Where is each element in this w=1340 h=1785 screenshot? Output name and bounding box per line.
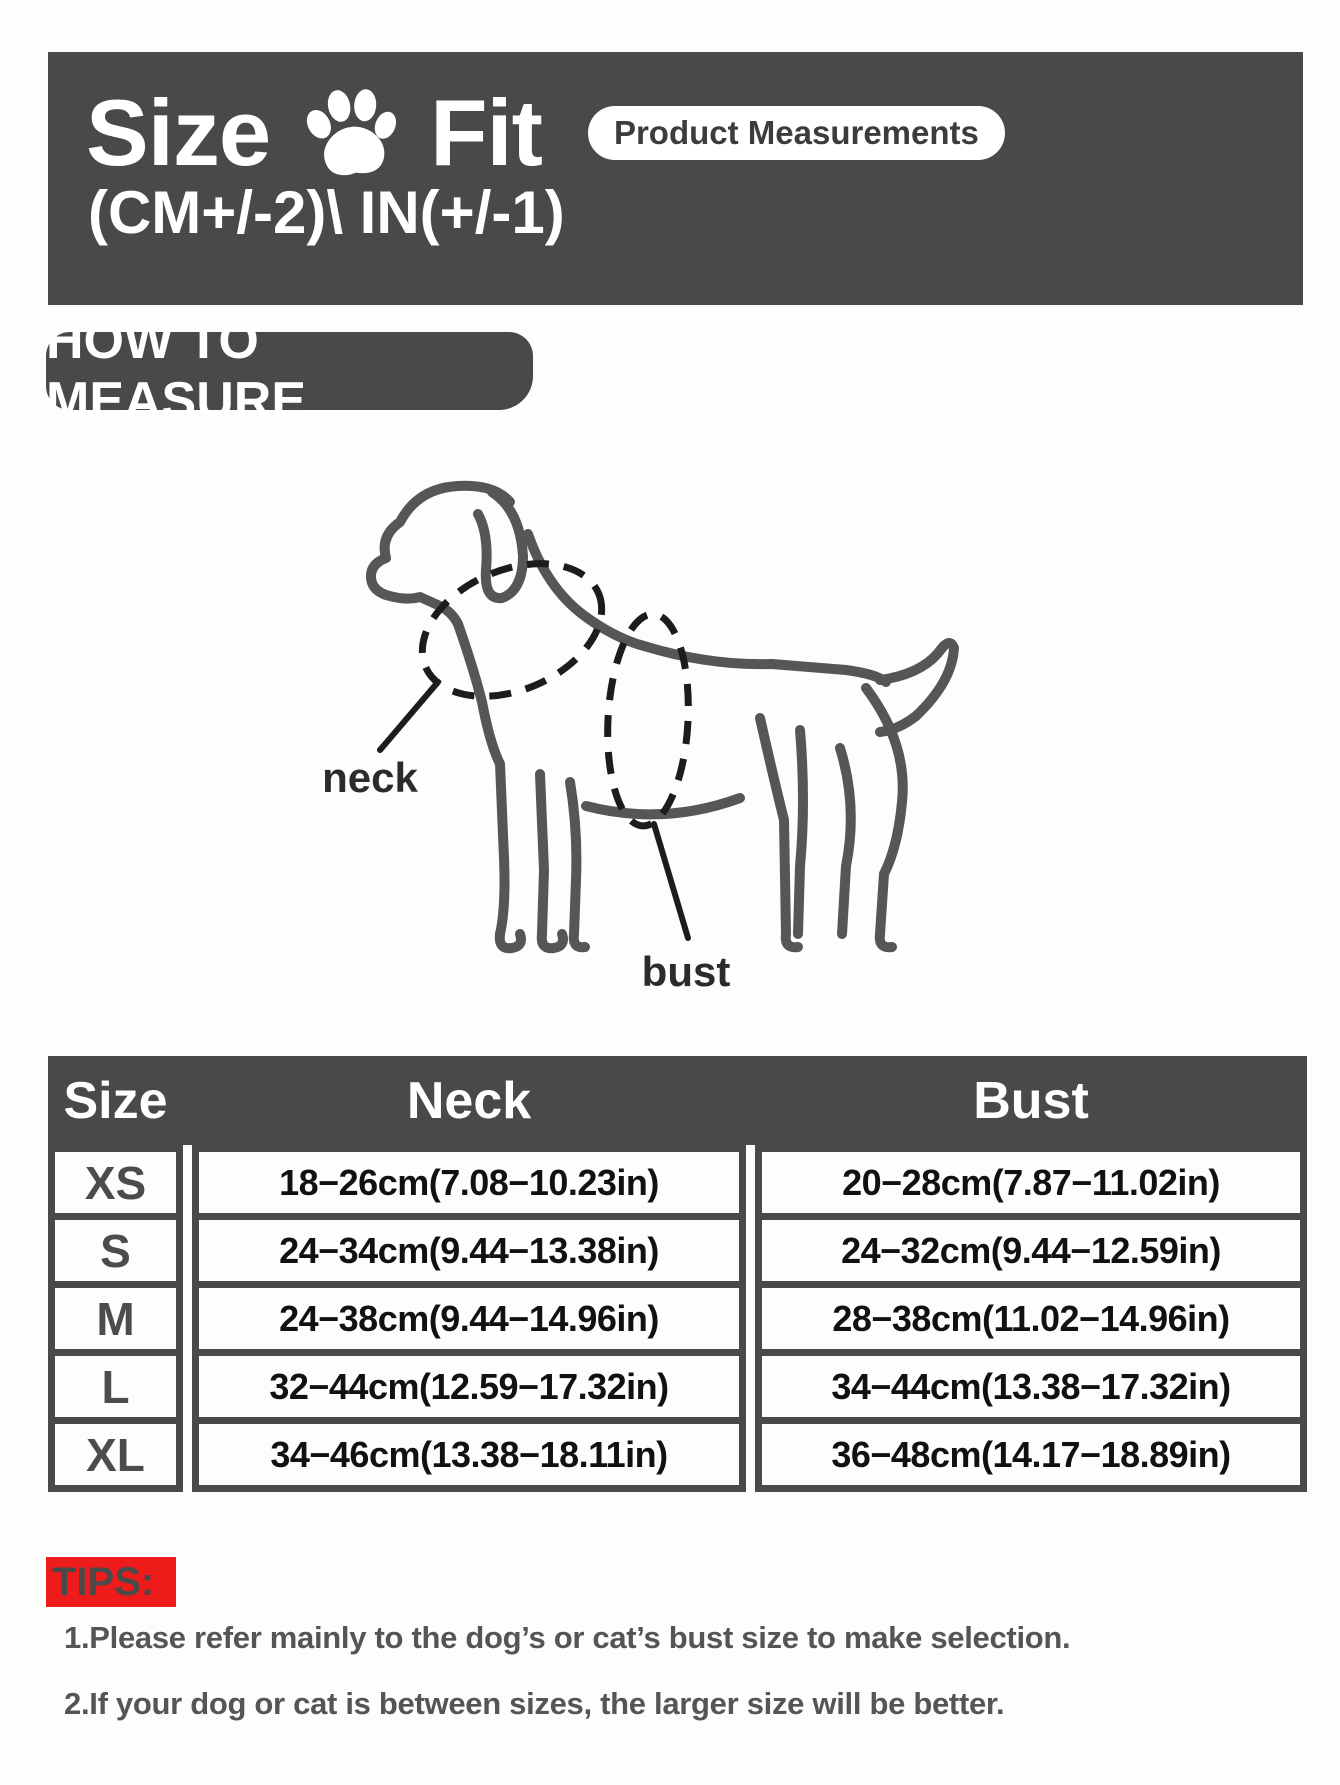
- dog-outline: [371, 486, 954, 948]
- bust-cell: 36−48cm(14.17−18.89in): [755, 1417, 1307, 1492]
- bust-label: bust: [641, 948, 731, 990]
- how-to-measure-badge: HOW TO MEASURE: [46, 332, 533, 410]
- table-row: [48, 1145, 1307, 1220]
- header-cell-bust: Bust: [973, 1071, 1089, 1130]
- neck-measure-ellipse: [402, 538, 622, 722]
- title-row: [86, 78, 1005, 188]
- tip-item: 2.If your dog or cat is between sizes, the larger size will be better.: [64, 1686, 1005, 1721]
- neck-label: neck: [322, 754, 418, 801]
- bust-cell: 20−28cm(7.87−11.02in): [755, 1145, 1307, 1220]
- paw-icon: [293, 78, 407, 188]
- bust-cell: 34−44cm(13.38−17.32in): [755, 1349, 1307, 1424]
- size-cell: XS: [48, 1145, 183, 1220]
- header-band: [48, 52, 1303, 305]
- size-cell: M: [48, 1281, 183, 1356]
- dog-measure-diagram: [240, 430, 1000, 990]
- size-cell: S: [48, 1213, 183, 1288]
- neck-cell: 24−38cm(9.44−14.96in): [192, 1281, 746, 1356]
- tips-heading: TIPS:: [46, 1557, 176, 1607]
- tip-item: 1.Please refer mainly to the dog’s or cat’s bust size to make selection.: [64, 1620, 1071, 1655]
- neck-cell: 24−34cm(9.44−13.38in): [192, 1213, 746, 1288]
- table-row: [48, 1281, 1307, 1356]
- neck-cell: 18−26cm(7.08−10.23in): [192, 1145, 746, 1220]
- table-row: [48, 1213, 1307, 1288]
- size-cell: XL: [48, 1417, 183, 1492]
- neck-cell: 32−44cm(12.59−17.32in): [192, 1349, 746, 1424]
- header-cell-size: Size: [63, 1071, 168, 1130]
- bust-pointer-line: [654, 824, 688, 938]
- title-fit: Fit: [430, 80, 542, 185]
- size-table: [48, 1056, 1307, 1492]
- title-size: Size: [86, 80, 271, 185]
- table-row: [48, 1349, 1307, 1424]
- neck-pointer-line: [380, 682, 438, 750]
- neck-cell: 34−46cm(13.38−18.11in): [192, 1417, 746, 1492]
- table-row: [48, 1417, 1307, 1492]
- size-cell: L: [48, 1349, 183, 1424]
- bust-cell: 24−32cm(9.44−12.59in): [755, 1213, 1307, 1288]
- header-cell-neck: Neck: [406, 1071, 532, 1130]
- size-table-header: [48, 1056, 1307, 1145]
- product-measurements-pill: Product Measurements: [588, 106, 1005, 160]
- tolerance-note: (CM+/-2)\ IN(+/-1): [88, 179, 565, 246]
- bust-cell: 28−38cm(11.02−14.96in): [755, 1281, 1307, 1356]
